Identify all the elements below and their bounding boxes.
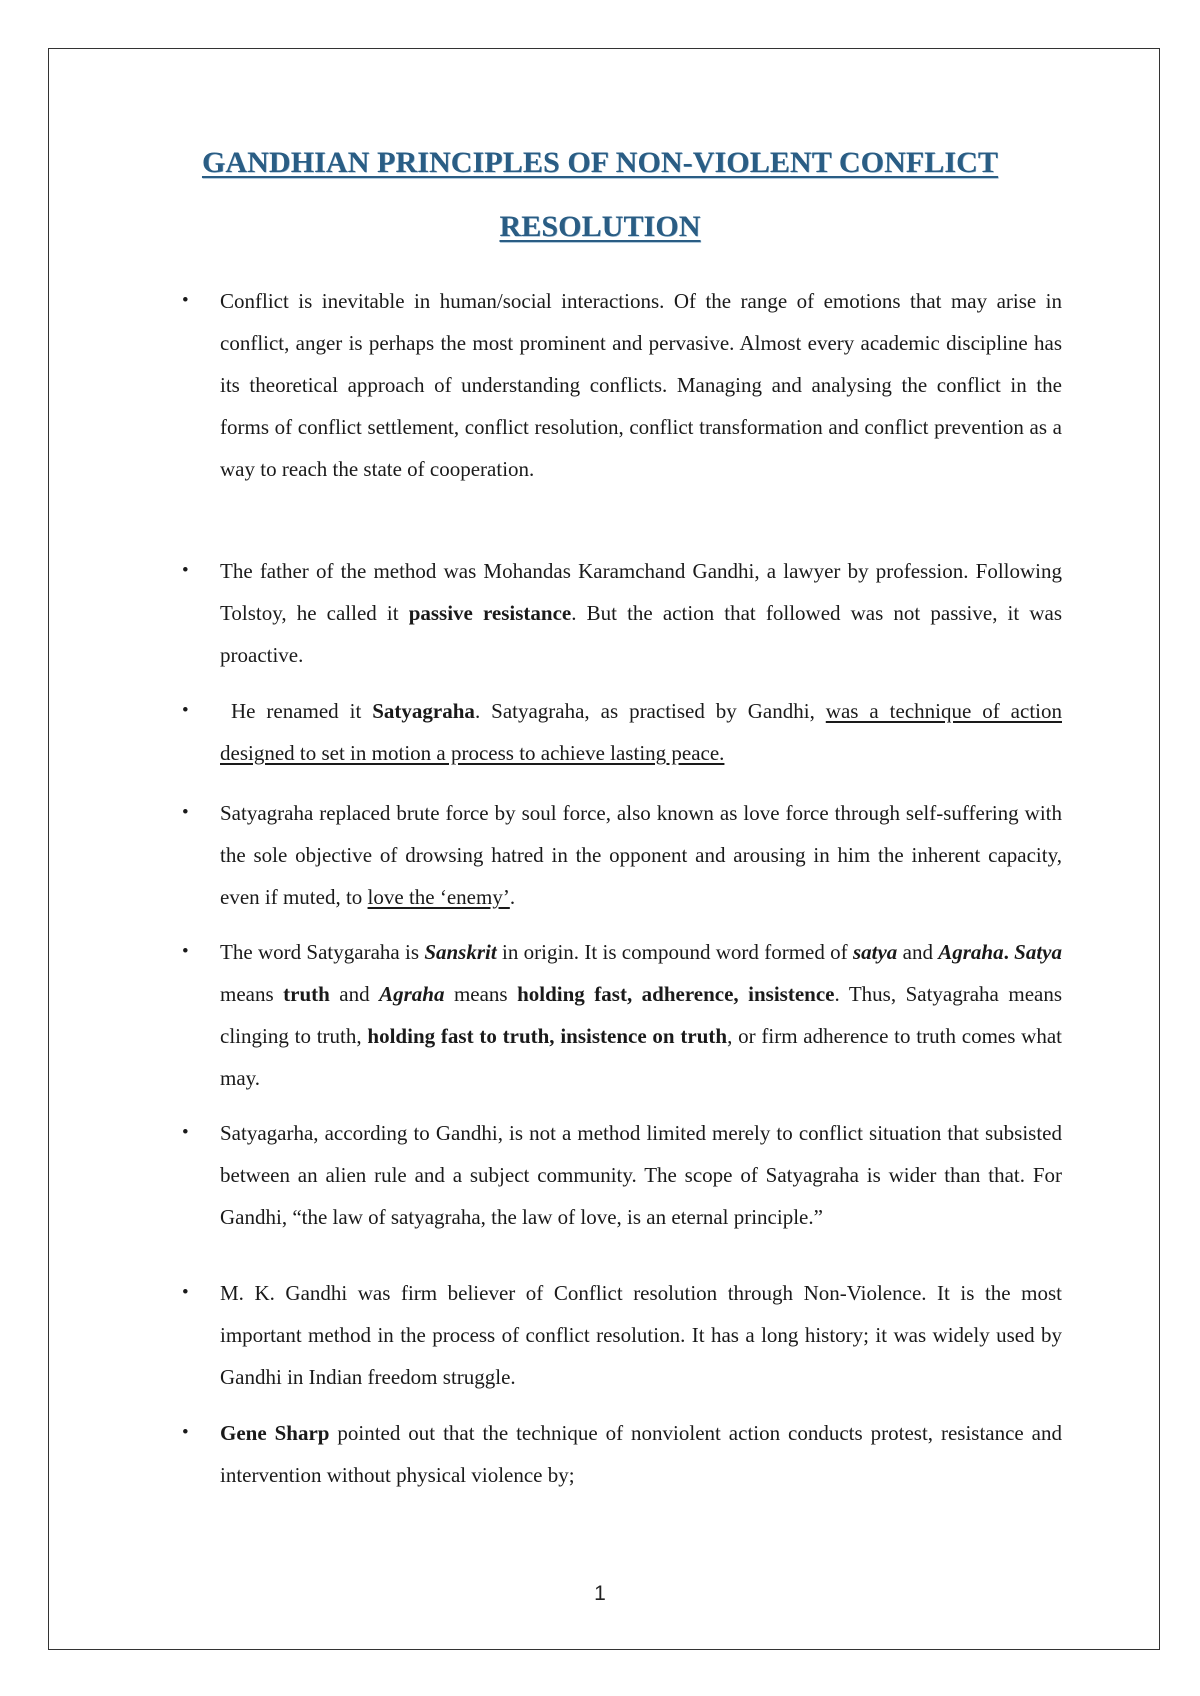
document-title-line-2: RESOLUTION — [499, 210, 701, 243]
bold-term: Satyagraha — [372, 699, 475, 723]
text-segment: means — [444, 982, 518, 1006]
text-segment: The father of the method was Mohandas Karamchand Gandhi, a lawyer by profession. Following Tolstoy, he called it — [220, 559, 1062, 625]
bold-term: holding fast, adherence, insistence — [517, 982, 835, 1006]
bullet-soul-force — [220, 792, 1062, 918]
text-segment: . But the action that followed was not passive, it was proactive. — [220, 601, 1063, 667]
document-title-line-1: GANDHIAN PRINCIPLES OF NON-VIOLENT CONFLICT — [201, 146, 999, 179]
text-segment: Satyagraha replaced brute force by soul force, also known as love force through self-suffering with the sole objective of drowsing hatred in the opponent and arousing in him the inherent capacity, even if muted, to — [220, 801, 1062, 909]
text-segment: . Thus, Satyagraha means clinging to truth, — [220, 982, 1063, 1048]
bullet-gene-sharp — [220, 1412, 1062, 1496]
bold-term: truth — [283, 982, 330, 1006]
bold-term: Gene Sharp — [220, 1421, 330, 1445]
bullet-father-of-method — [220, 550, 1062, 676]
text-segment: . Satyagraha, as practised by Gandhi, — [474, 699, 826, 723]
text-segment: , or firm adherence to truth comes what may. — [220, 1024, 1062, 1090]
bold-italic-term: satya — [852, 940, 898, 964]
text-segment: . — [509, 885, 516, 909]
bullet-renamed-satyagraha — [220, 690, 1062, 774]
bold-term: holding fast to truth, insistence on truth — [367, 1024, 728, 1048]
bold-italic-term: Sanskrit — [424, 940, 497, 964]
bold-italic-term: Agraha — [938, 940, 1004, 964]
page-number: 1 — [594, 1582, 606, 1605]
text-segment: in origin. It is compound word formed of — [496, 940, 853, 964]
bullet-conflict-inevitable: • Conflict is inevitable in human/social interactions. Of the range of emotions that may arise in conflict, anger is perhaps the most prominent and pervasive. Almost every academic discipline has its theoretical approach of understanding conflicts. Managing and analysing the conflict in the forms of conflict settlement, conflict resolution, conflict transformation and conflict prevention as a way to reach the state of cooperation. — [220, 280, 1062, 490]
text-segment: He renamed it — [230, 699, 373, 723]
bold-term: . — [1003, 940, 1015, 964]
text-segment: and — [897, 940, 939, 964]
bold-italic-term: Satya — [1014, 940, 1063, 964]
bold-italic-term: Agraha — [379, 982, 445, 1006]
bullet-scope-of-satyagraha: • Satyagarha, according to Gandhi, is not a method limited merely to conflict situation that subsisted between an alien rule and a subject community. The scope of Satyagraha is wider than that. For Gandhi, “the law of satyagraha, the law of love, is an eternal principle.” — [220, 1112, 1062, 1238]
bullet-word-origin — [220, 931, 1062, 1099]
underlined-phrase: was a technique of action designed to set in motion a process to achieve lasting peace. — [220, 699, 1062, 765]
text-segment: means — [220, 982, 284, 1006]
text-segment: and — [329, 982, 380, 1006]
text-segment: The word Satygaraha is — [220, 940, 425, 964]
bold-term: passive resistance — [408, 601, 572, 625]
underlined-phrase: love the ‘enemy’ — [367, 885, 510, 909]
bullet-non-violence-method: • M. K. Gandhi was firm believer of Conflict resolution through Non-Violence. It is the most important method in the process of conflict resolution. It has a long history; it was widely used by Gandhi in Indian freedom struggle. — [220, 1272, 1062, 1398]
text-segment: pointed out that the technique of nonviolent action conducts protest, resistance and intervention without physical violence by; — [220, 1421, 1062, 1487]
